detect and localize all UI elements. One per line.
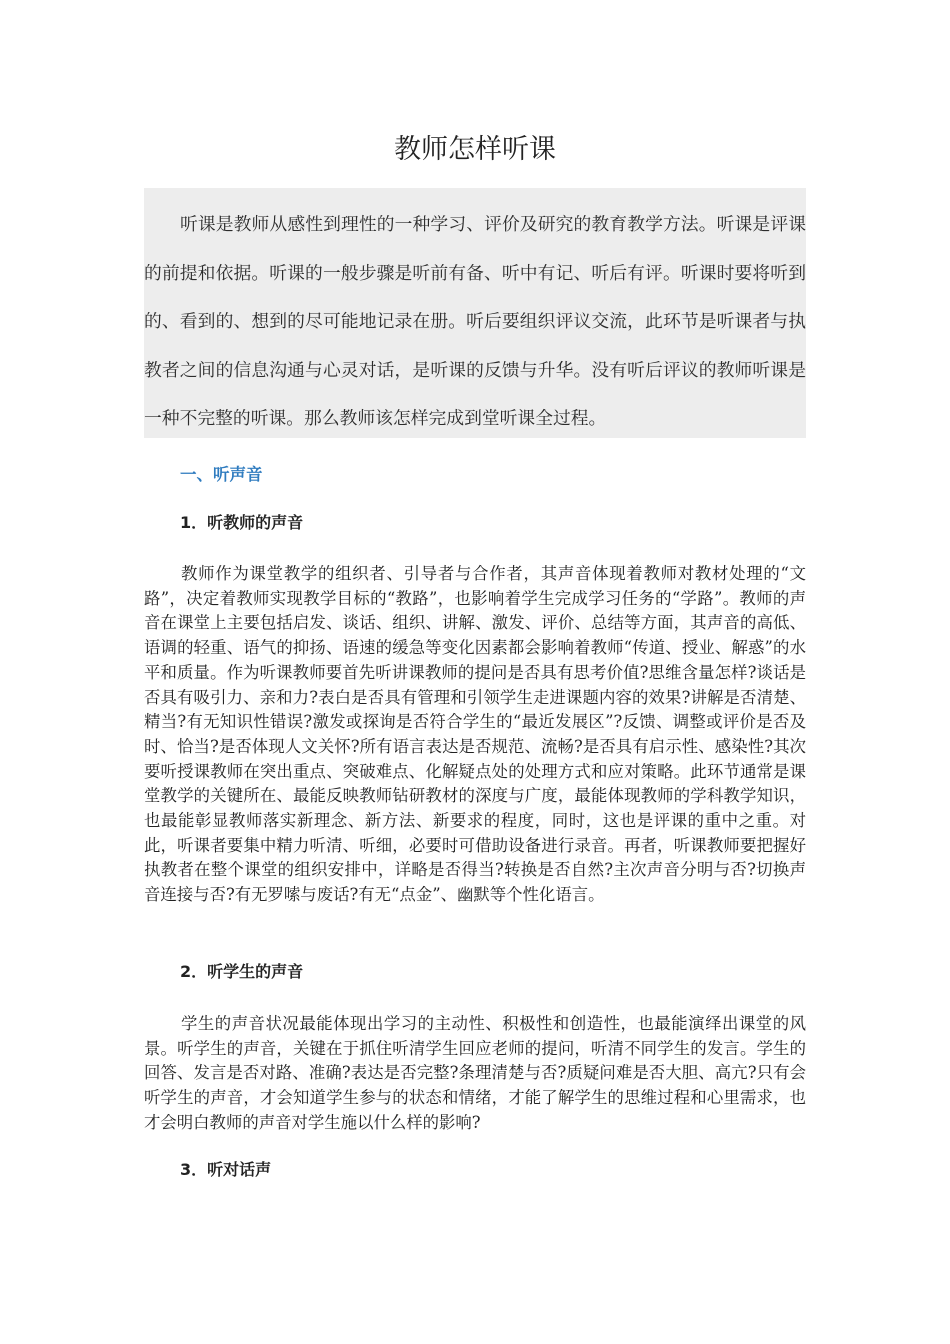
subheading-dialogue-voice: 3．听对话声 bbox=[180, 1160, 272, 1179]
subheading-teacher-voice: 1．听教师的声音 bbox=[180, 513, 304, 532]
intro-box bbox=[144, 188, 806, 438]
paragraph-student-voice: 学生的声音状况最能体现出学习的主动性、积极性和创造性，也最能演绎出课堂的风景。听学生的声音，关键在于抓住听清学生回应老师的提问，听清不同学生的发言。学生的回答、发言是否对路、准确?表达是否完整?条理清楚与否?质疑问难是否大胆、高亢?只有会听学生的声音，才会知道学生参与的状态和情绪，才能了解学生的思维过程和心里需求，也才会明白教师的声音对学生施以什么样的影响? bbox=[144, 1014, 806, 1132]
paragraph-teacher-voice: 教师作为课堂教学的组织者、引导者与合作者，其声音体现着教师对教材处理的“文路”，决定着教师实现教学目标的“教路”，也影响着学生完成学习任务的“学路”。教师的声音在课堂上主要包括启发、谈话、组织、讲解、激发、评价、总结等方面，其声音的高低、语调的轻重、语气的抑扬、语速的缓急等变化因素都会影响着教师“传道、授业、解惑”的水平和质量。作为听课教师要首先听讲课教师的提问是否具有思考价值?思维含量怎样?谈话是否具有吸引力、亲和力?表白是否具有管理和引领学生走进课题内容的效果?讲解是否清楚、精当?有无知识性错误?激发或探询是否符合学生的“最近发展区”?反馈、调整或评价是否及时、恰当?是否体现人文关怀?所有语言表达是否规范、流畅?是否具有启示性、感染性?其次要听授课教师在突出重点、突破难点、化解疑点处的处理方式和应对策略。此环节通常是课堂教学的关键所在、最能反映教师钻研教材的深度与广度，最能体现教师的学科教学知识，也最能彰显教师落实新理念、新方法、新要求的程度，同时，这也是评课的重中之重。对此，听课者要集中精力听清、听细，必要时可借助设备进行录音。再者，听课教师要把握好执教者在整个课堂的组织安排中，详略是否得当?转换是否自然?主次声音分明与否?切换声音连接与否?有无罗嗦与废话?有无“点金”、幽默等个性化语言。 bbox=[144, 564, 806, 905]
subheading-student-voice: 2．听学生的声音 bbox=[180, 962, 304, 981]
intro-paragraph: 听课是教师从感性到理性的一种学习、评价及研究的教育教学方法。听课是评课的前提和依据。听课的一般步骤是听前有备、听中有记、听后有评。听课时要将听到的、看到的、想到的尽可能地记录在册。听后要组织评议交流，此环节是听课者与执教者之间的信息沟通与心灵对话，是听课的反馈与升华。没有听后评议的教师听课是一种不完整的听课。那么教师该怎样完成到堂听课全过程。 bbox=[144, 214, 806, 429]
document-title: 教师怎样听课 bbox=[394, 134, 556, 165]
section-heading-listen-sound: 一、听声音 bbox=[180, 465, 263, 484]
